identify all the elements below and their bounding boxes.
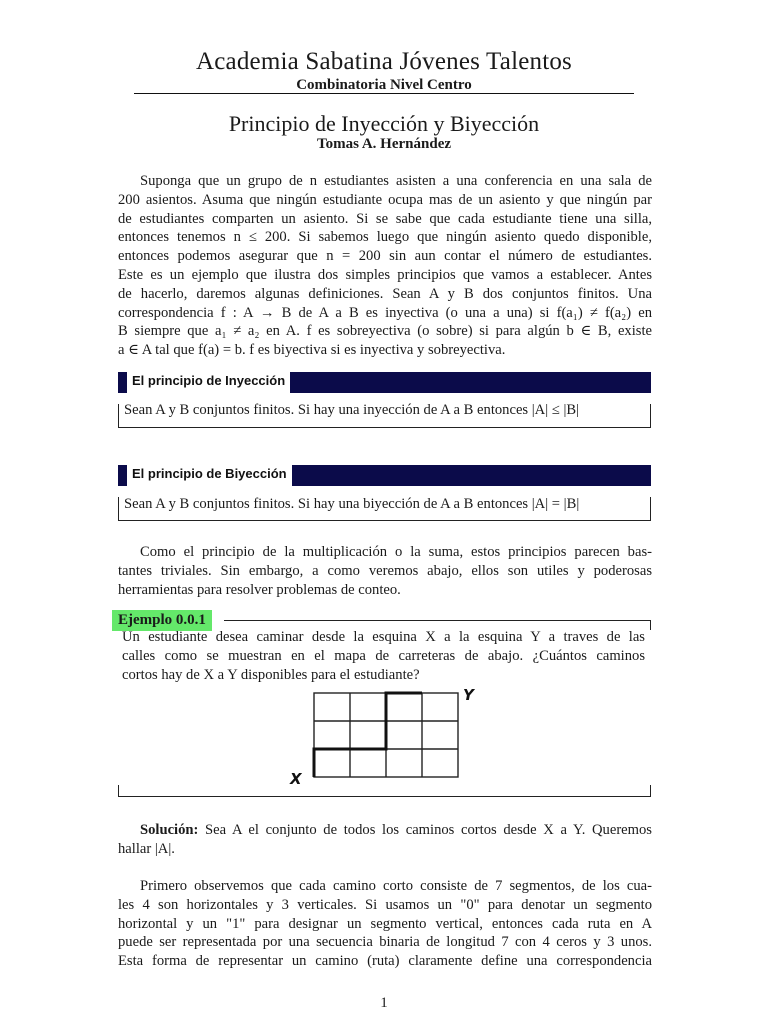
explanation-line: les 4 son horizontales y 3 verticales. Si usamos un "0" para denotar un segmento — [118, 896, 652, 913]
org-title: Academia Sabatina Jóvenes Talentos — [195, 48, 572, 75]
bijection-principle-heading: El principio de Biyección — [127, 465, 292, 486]
example-frame-right — [650, 620, 651, 630]
explanation-line: Primero observemos que cada camino corto consiste de 7 segmentos, de los cua- — [140, 878, 652, 894]
page-number: 1 — [380, 995, 388, 1011]
solution-paragraph — [118, 821, 652, 859]
document-author: Tomas A. Hernández — [316, 136, 452, 152]
document-title: Principio de Inyección y Biyección — [228, 111, 540, 136]
intro-line: Suponga que un grupo de n estudiantes asisten a una conferencia en una sala de — [140, 173, 652, 189]
solution-line — [118, 821, 652, 840]
intro-line: de hacerlo, daremos algunas definiciones. Sean A y B dos conjuntos finitos. Una — [118, 285, 652, 302]
intro-line: de estudiantes comparten un asiento. Si se sabe que cada estudiante tiene una silla, — [118, 210, 652, 227]
injection-principle-heading: El principio de Inyección — [127, 372, 290, 393]
explanation-line: Esta forma de representar un camino (ruta) claramente define una correspondencia — [118, 953, 652, 970]
example-line: cortos hay de X a Y disponibles para el estudiante? — [122, 666, 420, 683]
discussion-line: tantes triviales. Sin embargo, a como veremos abajo, ellos son utiles y poderosas — [118, 562, 652, 579]
discussion-line: Como el principio de la multiplicación o la suma, estos principios parecen bas- — [140, 544, 652, 560]
explanation-line: horizontal y un "1" para designar un segmento vertical, entonces cada ruta en A — [118, 915, 652, 932]
discussion-paragraph — [118, 543, 652, 599]
intro-line: entonces tenemos n ≤ 200. Si sabemos luego que ningún asiento quedo disponible, — [118, 229, 652, 246]
intro-paragraph — [118, 172, 652, 360]
discussion-line: herramientas para resolver problemas de conteo. — [118, 581, 401, 598]
intro-line: correspondencia f : A → B de A a B es inyectiva (o una a una) si f(a₁) ≠ f(a₂) en — [118, 304, 652, 321]
org-subtitle: Combinatoria Nivel Centro — [296, 77, 472, 93]
header-rule — [134, 93, 634, 94]
bijection-principle-header — [118, 465, 651, 486]
highlighted-path — [314, 693, 422, 777]
solution-text: Sea A el conjunto de todos los caminos cortos desde X a Y. Queremos — [198, 822, 652, 838]
intro-line: 200 asientos. Asuma que ningún estudiante ocupa mas de un asiento y que ningún par — [118, 191, 652, 208]
intro-line: entonces podemos asegurar que n = 200 sin aun contar el número de estudiantes. — [118, 248, 652, 265]
injection-principle-statement: Sean A y B conjuntos finitos. Si hay una inyección de A a B entonces |A| ≤ |B| — [124, 402, 580, 418]
example-frame-top — [224, 620, 651, 621]
example-line: Un estudiante desea caminar desde la esquina X a la esquina Y a traves de las — [122, 629, 645, 645]
corner-y-label: Y — [463, 688, 474, 704]
example-label: Ejemplo 0.0.1 — [112, 610, 212, 631]
solution-line: hallar |A|. — [118, 840, 175, 857]
intro-line: Este es un ejemplo que ilustra dos simples principios que vamos a establecer. Antes — [118, 266, 652, 283]
bijection-principle-statement: Sean A y B conjuntos finitos. Si hay una biyección de A a B entonces |A| = |B| — [124, 496, 580, 512]
example-statement — [122, 628, 645, 684]
street-grid-map — [280, 688, 480, 788]
intro-line: a ∈ A tal que f(a) = b. f es biyectiva si es inyectiva y sobreyectiva. — [118, 342, 506, 359]
intro-line: B siempre que a₁ ≠ a₂ en A. f es sobreyectiva (o sobre) si para algún b ∈ B, existe — [118, 323, 652, 340]
injection-principle-header — [118, 372, 651, 393]
corner-x-label: X — [290, 770, 302, 788]
explanation-paragraph — [118, 877, 652, 971]
explanation-line: puede ser representada por una secuencia binaria de longitud 7 con 4 ceros y 3 unos. — [118, 934, 652, 951]
example-line: calles como se muestran en el mapa de carreteras de abajo. ¿Cuántos caminos — [122, 647, 645, 664]
solution-label: Solución: — [140, 822, 199, 838]
